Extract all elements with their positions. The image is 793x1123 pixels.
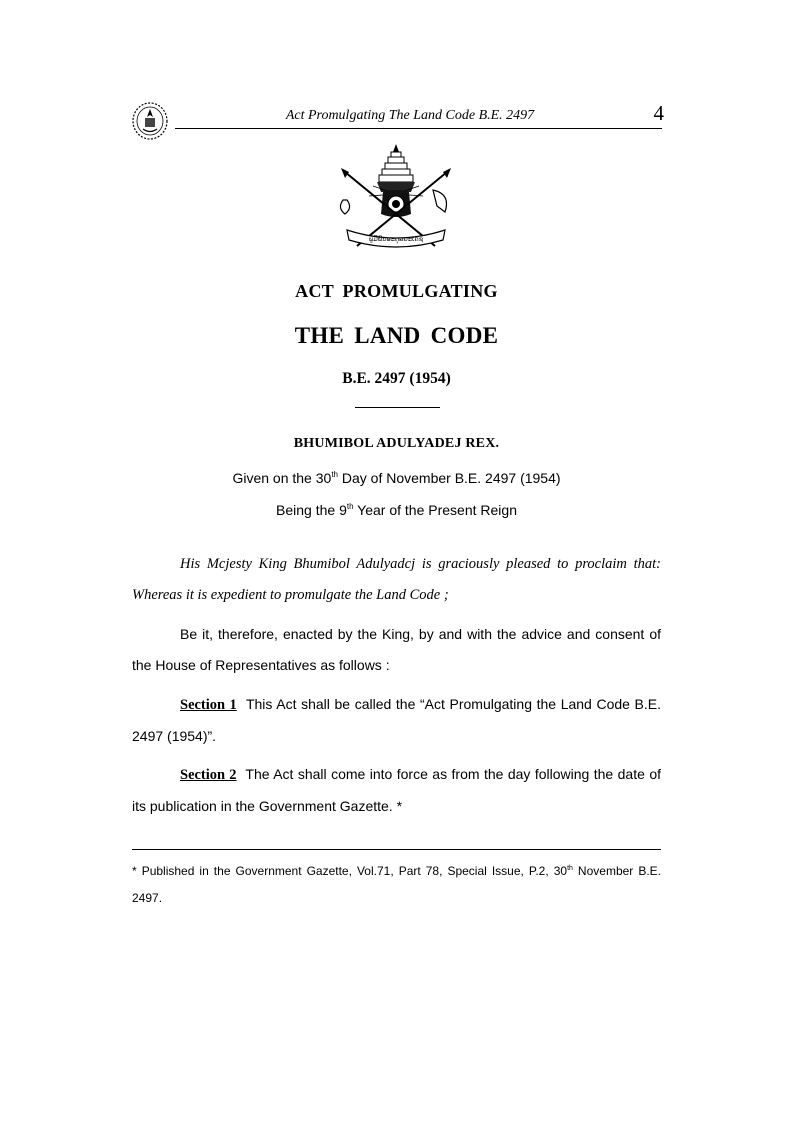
royal-emblem-icon xyxy=(333,142,459,254)
header-rule xyxy=(175,128,662,129)
given-date-line xyxy=(0,468,793,488)
footnote-rule xyxy=(132,849,661,850)
page-number: 4 xyxy=(653,101,664,125)
proclamation-paragraph xyxy=(132,549,661,611)
section-2-label: Section 2 xyxy=(180,767,237,783)
reign-year-sup: th xyxy=(346,502,354,511)
header-title: Act Promulgating The Land Code B.E. 2497 xyxy=(285,108,535,123)
footnote xyxy=(132,858,661,912)
footnote-suffix: November B.E. 2497. xyxy=(132,864,661,905)
section-1-label: Section 1 xyxy=(180,697,237,713)
act-title-line2: THE LAND CODE xyxy=(294,323,499,348)
royal-signature-line: BHUMIBOL ADULYADEJ REX. xyxy=(293,436,500,451)
enactment-text: Be it, therefore, enacted by the King, by and with the advice and consent of the House of Representatives as follows : xyxy=(132,626,661,673)
enactment-paragraph xyxy=(132,619,661,681)
header-seal-icon xyxy=(131,101,169,141)
section-2-paragraph xyxy=(132,759,661,822)
reign-year-line xyxy=(0,500,793,520)
reign-year-suffix: Year of the Present Reign xyxy=(353,502,517,518)
footnote-prefix: * Published in the Government Gazette, Vol.71, Part 78, Special Issue, P.2, 30 xyxy=(132,864,568,878)
footnote-sup: th xyxy=(567,865,573,872)
reign-year-prefix: Being the 9 xyxy=(276,502,347,518)
act-title-year: B.E. 2497 (1954) xyxy=(342,370,451,387)
proclamation-text: His Mcjesty King Bhumibol Adulyadcj is graciously pleased to proclaim that: Whereas it is expedient to promulgate the Land Code ; xyxy=(132,556,661,603)
emblem-banner-text: ພູມິພົນອະດຸລຍະເດຊ xyxy=(368,235,424,243)
given-date-sup: th xyxy=(331,470,338,479)
act-title-line1: ACT PROMULGATING xyxy=(295,281,498,301)
section-1-text: This Act shall be called the “Act Promulgating the Land Code B.E. 2497 (1954)”. xyxy=(132,696,662,744)
section-2-text: The Act shall come into force as from the day following the date of its publication in the Government Gazette. * xyxy=(132,766,662,814)
title-rule xyxy=(355,407,440,408)
given-date-prefix: Given on the 30 xyxy=(232,470,332,486)
given-date-suffix: Day of November B.E. 2497 (1954) xyxy=(337,470,561,486)
section-1-paragraph xyxy=(132,689,661,752)
